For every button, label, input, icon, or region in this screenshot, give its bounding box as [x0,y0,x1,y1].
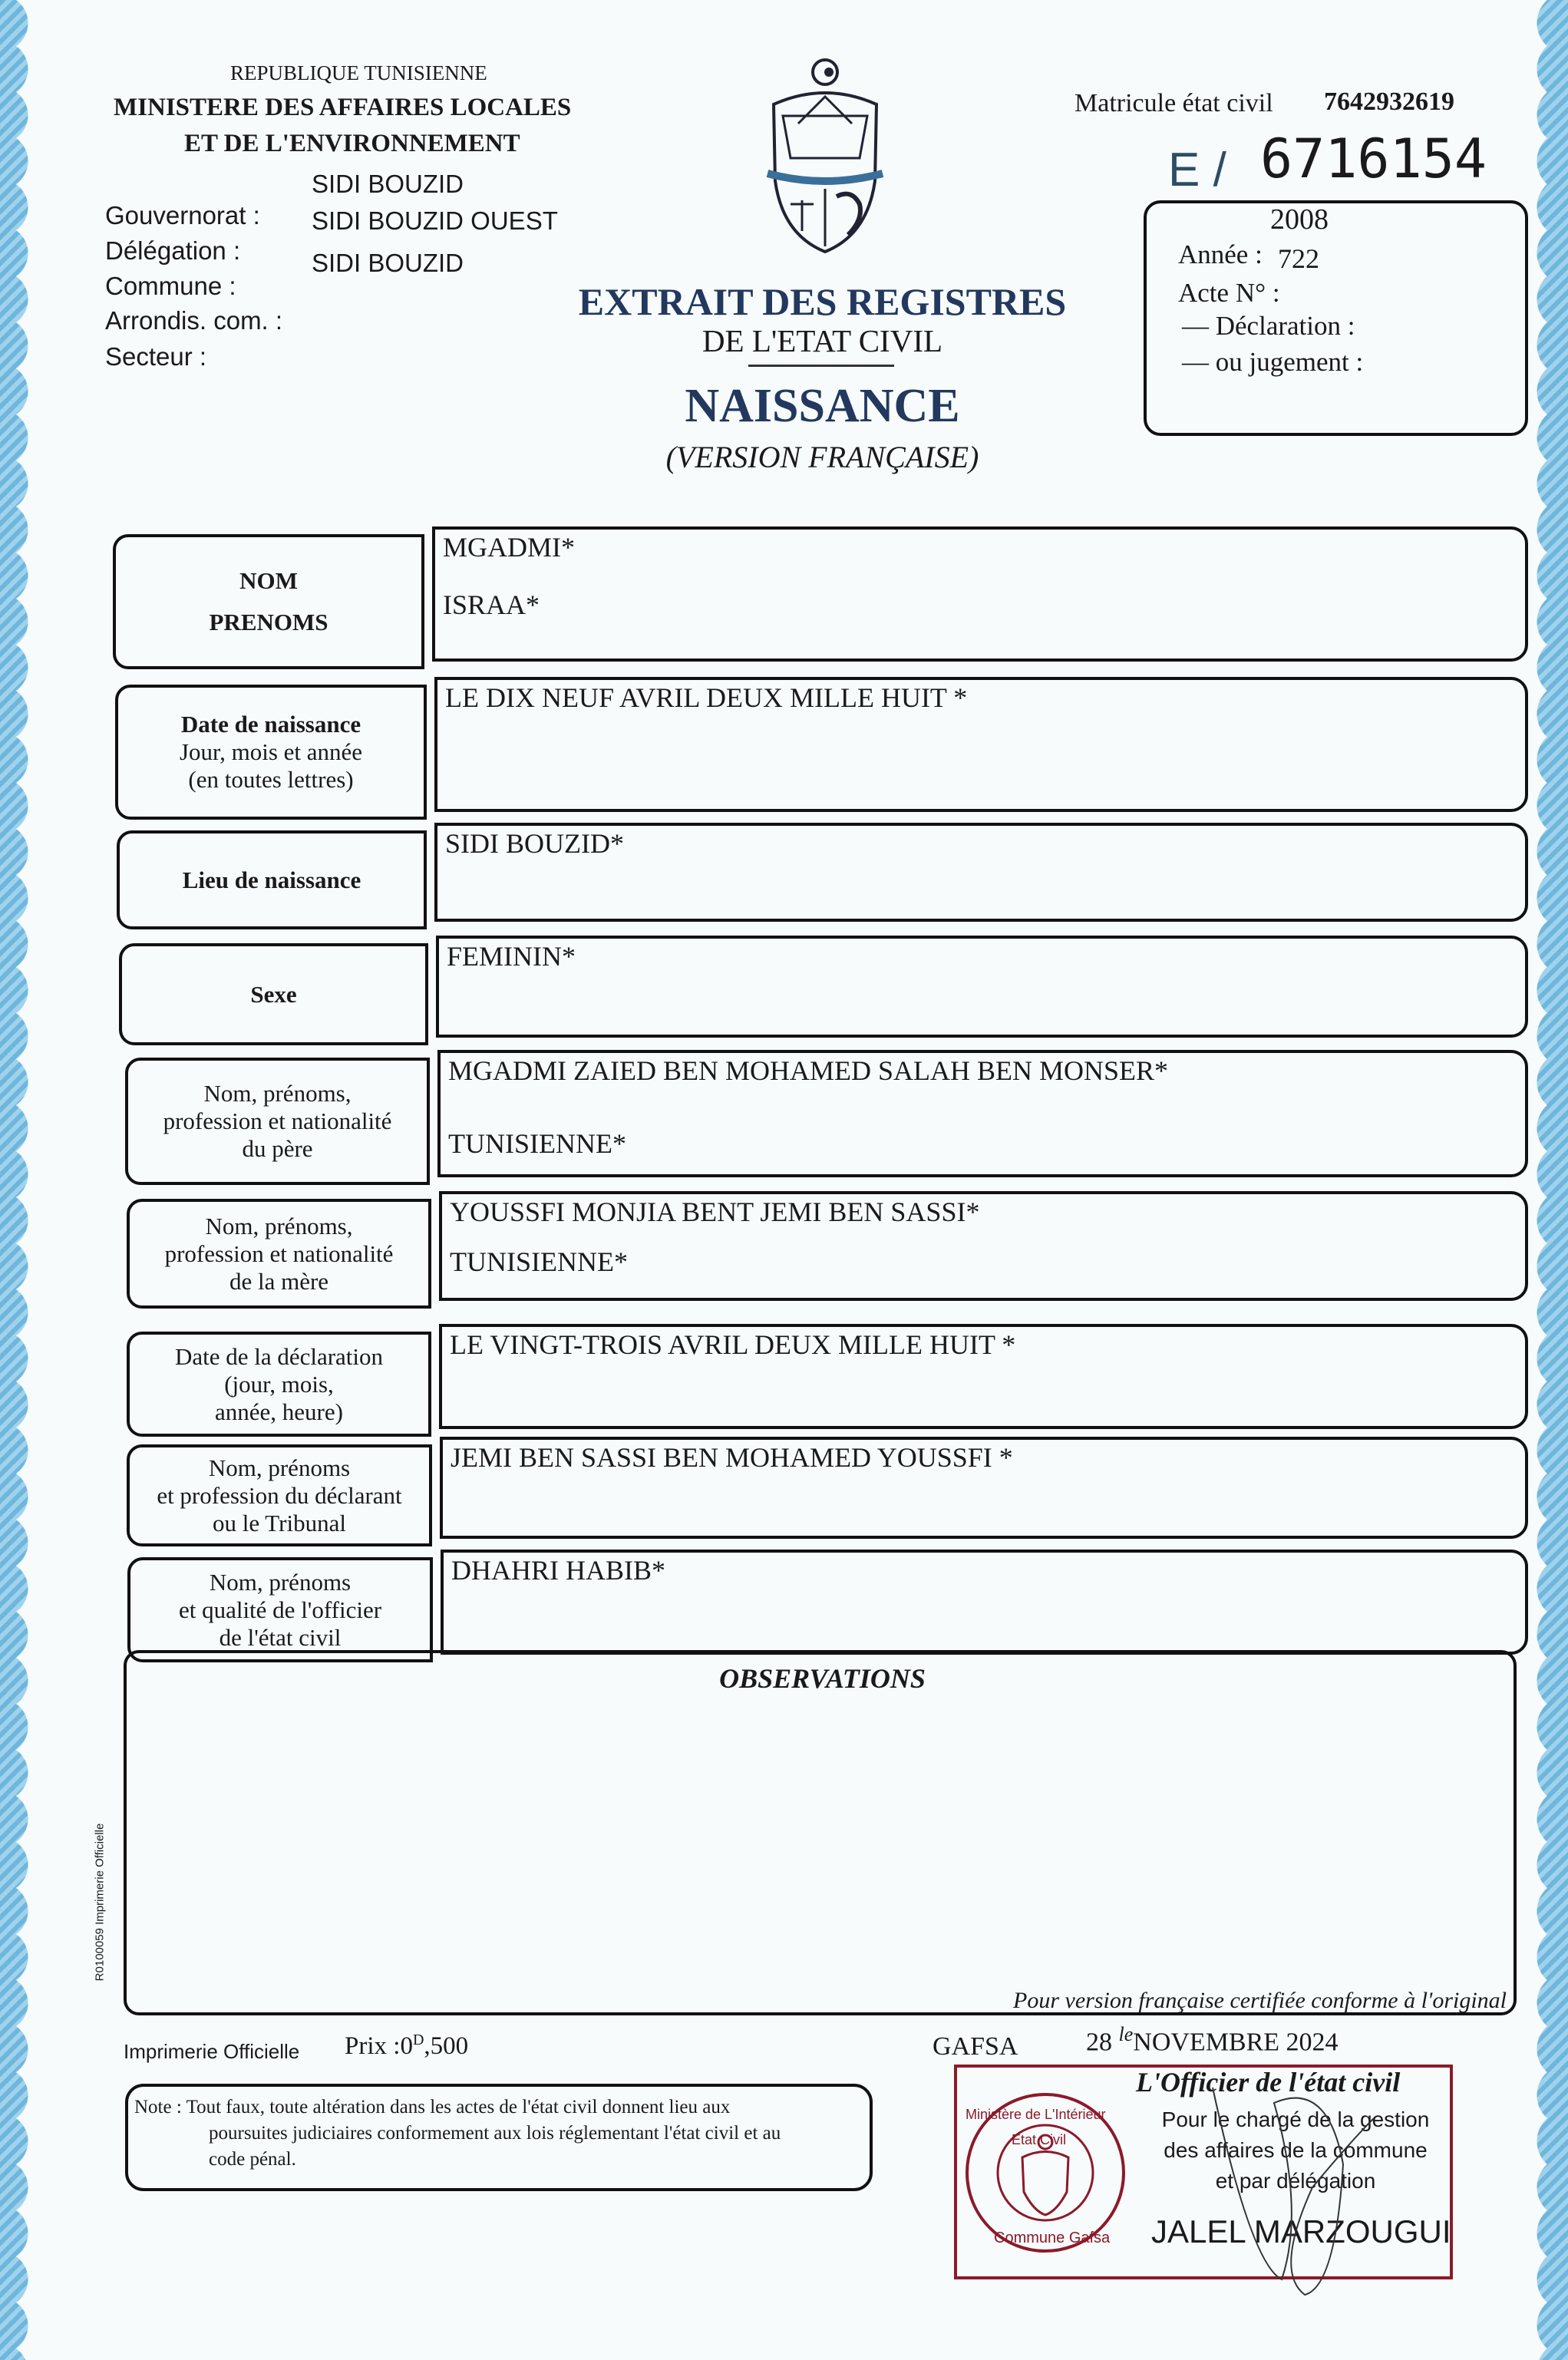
jugement-label: — ou jugement : [1182,347,1364,377]
note-line2: poursuites judiciaires conformement aux lois réglementant l'état civil et au [209,2123,781,2144]
year-value: 2008 [1270,203,1329,236]
printer-label: Imprimerie Officielle [124,2040,300,2063]
delegation-label: Délégation : [105,236,241,265]
field-value: SIDI BOUZID* [445,828,624,859]
field-label: profession et nationalité [164,1239,394,1267]
year-label: Année : [1178,239,1263,269]
field-label-box [125,1058,430,1185]
arrondissement-label: Arrondis. com. : [105,306,283,335]
field-value: LE VINGT-TROIS AVRIL DEUX MILLE HUIT * [450,1329,1016,1360]
field-label-box [113,534,424,669]
field-label: Date de la déclaration [174,1342,384,1370]
field-label-box [119,943,428,1045]
field-value: TUNISIENNE* [450,1246,628,1277]
stamp-line1: Pour le chargé de la gestion [1161,2107,1430,2131]
field-value: LE DIX NEUF AVRIL DEUX MILLE HUIT * [445,682,968,713]
serial-prefix: E / [1168,144,1226,196]
field-value: FEMININ* [447,941,576,972]
gouvernorat-value: SIDI BOUZID [312,170,464,198]
date-le: le [1118,2023,1134,2045]
field-value-box [432,526,1528,662]
observations-box [124,1650,1517,2015]
commune-label: Commune : [105,272,236,300]
certified-label: Pour version française certifiée conforme à l'original [1013,1988,1507,2013]
field-label-box [127,1557,433,1662]
price [345,2032,468,2061]
field-label: Nom, prénoms, [203,1080,352,1107]
field-label: PRENOMS [209,609,328,635]
matricule-value: 7642932619 [1324,87,1454,116]
field-label: (en toutes lettres) [188,766,354,793]
observations-title: OBSERVATIONS [719,1663,926,1694]
serial-number: 6716154 [1260,127,1487,190]
field-label: Nom, prénoms [208,1454,351,1481]
field-label: Nom, prénoms [209,1568,352,1596]
seal-inner-text: Etat Civil [1012,2132,1067,2147]
field-label-box [127,1444,432,1546]
field-label: Lieu de naissance [182,866,361,893]
acte-label: Acte N° : [1178,278,1280,308]
field-label: de la mère [229,1267,329,1295]
republic-label: REPUBLIQUE TUNISIENNE [230,61,487,84]
gouvernorat-label: Gouvernorat : [105,201,260,229]
field-label: et qualité de l'officier [178,1596,382,1623]
issue-date [1086,2023,1339,2057]
field-label-box [115,685,427,820]
field-label: de l'état civil [219,1623,342,1651]
tunisia-coat-of-arms-icon [760,51,890,258]
seal-bottom-text: Commune Gafsa [994,2230,1111,2246]
stamp-officer-name: JALEL MARZOUGUI [1151,2213,1451,2249]
field-value: TUNISIENNE* [448,1128,626,1159]
place: GAFSA [933,2032,1018,2061]
version-label: (VERSION FRANÇAISE) [665,440,979,474]
stamp-line3: et par délégation [1215,2169,1376,2193]
date-rest: NOVEMBRE 2024 [1133,2028,1339,2057]
note-line1: Note : Tout faux, toute altération dans les actes de l'état civil donnent lieu aux [134,2097,731,2117]
field-label: Nom, prénoms, [205,1212,353,1239]
delegation-value: SIDI BOUZID OUEST [312,206,558,235]
title-divider [748,365,894,367]
title-line2: DE L'ETAT CIVIL [701,323,943,358]
field-label-box [127,1199,431,1309]
field-label: Jour, mois et année [179,738,363,765]
officer-title: L'Officier de l'état civil [1136,2067,1401,2098]
field-value: JEMI BEN SASSI BEN MOHAMED YOUSSFI * [451,1442,1013,1473]
field-value: MGADMI* [443,532,576,563]
ministry-line2: ET DE L'ENVIRONNEMENT [184,130,520,157]
field-label: NOM [239,567,298,594]
side-print-code: R0100059 Imprimerie Officielle [93,1823,107,1982]
stamp-line2: des affaires de la commune [1164,2138,1428,2162]
field-value: MGADMI ZAIED BEN MOHAMED SALAH BEN MONSER* [448,1055,1169,1086]
document-type: NAISSANCE [685,380,960,432]
field-label: (jour, mois, [224,1370,334,1398]
matricule-label: Matricule état civil [1074,89,1273,117]
acte-value: 722 [1278,243,1319,274]
ministry-line1: MINISTERE DES AFFAIRES LOCALES [114,94,572,121]
field-label: et profession du déclarant [157,1481,402,1509]
signature [1197,2072,1381,2302]
commune-value: SIDI BOUZID [312,249,464,277]
field-label: Sexe [250,980,297,1008]
secteur-label: Secteur : [105,342,207,371]
field-label: profession et nationalité [163,1107,392,1134]
price-value: 0 [400,2032,413,2060]
field-label-box [127,1332,431,1437]
declaration-label: — Déclaration : [1182,311,1355,341]
field-label-box [117,830,427,929]
field-value: DHAHRI HABIB* [451,1555,665,1586]
seal-outer-text: Ministère de L'Intérieur [966,2107,1106,2122]
field-label: Date de naissance [180,711,361,738]
note-line3: code pénal. [209,2149,296,2170]
field-label: du père [242,1135,313,1162]
field-label: année, heure) [215,1398,343,1425]
field-label: ou le Tribunal [213,1509,346,1536]
price-unit: D [412,2032,424,2048]
title-line1: EXTRAIT DES REGISTRES [578,280,1067,323]
field-value: YOUSSFI MONJIA BENT JEMI BEN SASSI* [450,1197,980,1227]
date-day: 28 [1086,2028,1112,2057]
field-value-box [436,936,1528,1038]
field-value: ISRAA* [443,589,540,620]
price-label: Prix : [345,2032,401,2060]
price-millimes: ,500 [424,2032,469,2060]
